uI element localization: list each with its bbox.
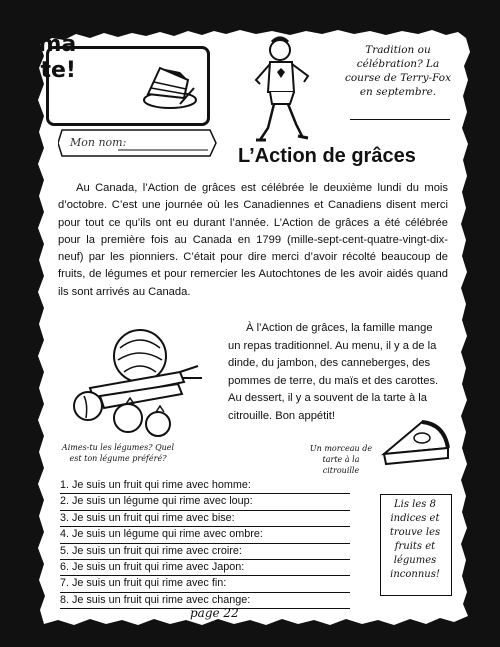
- riddle-item[interactable]: 3. Je suis un fruit qui rime avec bise:: [60, 511, 350, 527]
- riddle-item[interactable]: 4. Je suis un légume qui rime avec ombre:: [60, 527, 350, 543]
- side-note: Tradition ou célébration? La course de Terry-Fox en septembre.: [344, 44, 452, 98]
- side-note-underline: [350, 119, 450, 120]
- vegetables-caption: Aimes-tu les légumes? Quel est ton légume préféré?: [61, 443, 175, 463]
- vegetables-illustration: [70, 326, 210, 438]
- page-number: page 22: [190, 606, 239, 620]
- cake-slice-icon: [140, 58, 198, 110]
- hint-text: Lis les 8 indices et trouve les fruits et légumes inconnus!: [389, 499, 441, 580]
- intro-paragraph: Au Canada, l’Action de grâces est célébrée le deuxième lundi du mois d’octobre. C’est une journée où les Canadiennes et Canadiens disent merci pour tout ce qu’ils ont eu durant l’année. L’Action de grâces a été célébrée pour la première fois au Canada en 1799 (mille-sept-cent-quatre-vingt-dix-neuf) par les pionniers. C’était pour dire merci d’avoir récolté beaucoup de fruits, de légumes et pour remercier les Autochtones de les avoir aidés quand ils sont arrivés au Canada.: [58, 182, 448, 298]
- riddle-item[interactable]: 7. Je suis un fruit qui rime avec fin:: [60, 576, 350, 592]
- pumpkin-pie-illustration: [378, 418, 454, 474]
- riddle-item[interactable]: 8. Je suis un fruit qui rime avec change:: [60, 593, 350, 609]
- runner-illustration: [246, 36, 322, 148]
- riddle-item[interactable]: 5. Je suis un fruit qui rime avec croire:: [60, 544, 350, 560]
- riddle-item[interactable]: 6. Je suis un fruit qui rime avec Japon:: [60, 560, 350, 576]
- riddle-list: [60, 478, 350, 609]
- name-label: Mon nom:: [70, 136, 127, 149]
- badge-title: Viens à ma fête!: [16, 6, 84, 83]
- pie-caption: Un morceau de tarte à la citrouille: [309, 444, 373, 475]
- riddle-item[interactable]: 2. Je suis un légume qui rime avec loup:: [60, 494, 350, 510]
- page-title: L’Action de grâces: [238, 145, 416, 167]
- meal-paragraph: À l’Action de grâces, la famille mange un repas traditionnel. Au menu, il y a de la dinde, du jambon, des canneberges, des pommes de terre, du maïs et des carottes. Au dessert, il y a souvent de la tarte à la citrouille. Bon appétit!: [228, 322, 439, 422]
- riddle-item[interactable]: 1. Je suis un fruit qui rime avec homme:: [60, 478, 350, 494]
